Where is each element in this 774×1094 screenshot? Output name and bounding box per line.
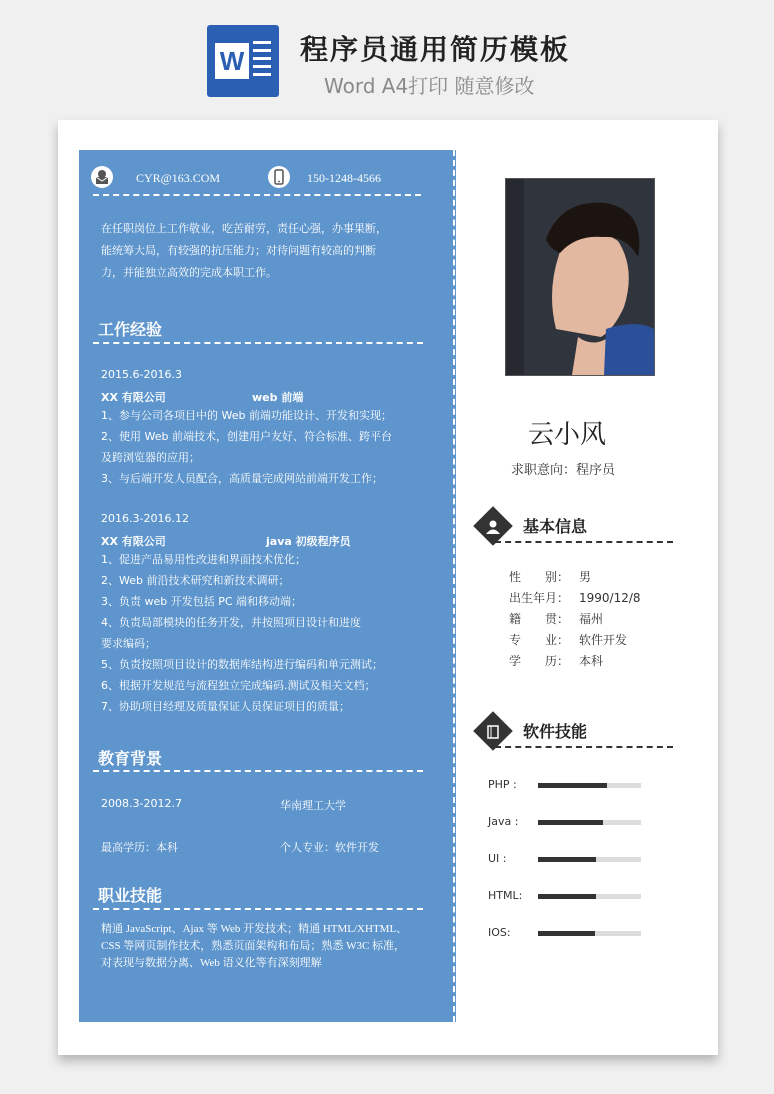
job-company: XX 有限公司: [101, 391, 166, 404]
info-label: 专 业：: [509, 633, 570, 647]
skill-bar-fill: [538, 783, 607, 788]
skill-bar-fill: [538, 857, 596, 862]
skill-label: HTML:: [488, 889, 523, 902]
info-label: 学 历：: [509, 654, 570, 668]
education-degree: 最高学历：本科: [101, 841, 178, 854]
basic-info-divider: [495, 541, 673, 543]
job-duty: 及跨浏览器的应用；: [101, 451, 200, 464]
info-row: [509, 631, 627, 648]
job-duty: 3、与后端开发人员配合，高质量完成网站前端开发工作；: [101, 472, 383, 485]
education-major: 个人专业：软件开发: [280, 841, 379, 854]
column-divider: [453, 150, 455, 1022]
skill-bar-fill: [538, 894, 596, 899]
skills-line: CSS 等网页制作技术，熟悉页面架构和布局；熟悉 W3C 标准，: [101, 940, 406, 952]
job-period: 2015.6-2016.3: [101, 368, 182, 381]
job-position: java 初级程序员: [266, 535, 351, 548]
skill-bar: [538, 783, 641, 788]
summary-line: 能统筹大局，有较强的抗压能力；对待问题有较高的判断: [101, 244, 376, 257]
education-heading: 教育背景: [98, 749, 163, 768]
phone-icon: [268, 166, 290, 188]
book-glyph: [483, 722, 503, 742]
job-duty: 4、负责局部模块的任务开发，并按照项目设计和进度: [101, 616, 361, 629]
skill-label: IOS:: [488, 926, 511, 939]
skill-bar: [538, 931, 641, 936]
job-duty: 5、负责按照项目设计的数据库结构进行编码和单元测试；: [101, 658, 383, 671]
info-row: [509, 568, 591, 585]
job-intent: 求职意向：程序员: [511, 463, 616, 478]
skill-bar: [538, 857, 641, 862]
skill-bar: [538, 820, 641, 825]
job-position: web 前端: [252, 391, 304, 404]
software-skills-divider: [495, 746, 673, 748]
info-row: [509, 652, 603, 669]
email-icon: [91, 166, 113, 188]
basic-info-heading: 基本信息: [523, 517, 588, 536]
info-value: 本科: [579, 654, 604, 668]
skill-bar-fill: [538, 931, 595, 936]
skill-label: Java :: [488, 815, 519, 828]
info-value: 1990/12/8: [579, 591, 641, 605]
page-title: 程序员通用简历模板: [300, 33, 571, 66]
job-company: XX 有限公司: [101, 535, 166, 548]
profile-photo: [505, 178, 655, 376]
software-skills-heading: 软件技能: [523, 722, 588, 741]
skill-label: UI :: [488, 852, 507, 865]
skills-line: 精通 JavaScript、Ajax 等 Web 开发技术；精通 HTML/XHTML、: [101, 923, 408, 935]
candidate-name: 云小风: [528, 420, 607, 450]
skill-label: PHP :: [488, 778, 517, 791]
info-value: 福州: [579, 612, 604, 626]
job-duty: 6、根据开发规范与流程独立完成编码.测试及相关文档；: [101, 679, 376, 692]
info-value: 软件开发: [579, 633, 628, 647]
skill-bar-fill: [538, 820, 603, 825]
info-label: 性 别：: [509, 570, 570, 584]
job-duty: 1、参与公司各项目中的 Web 前端功能设计、开发和实现；: [101, 409, 392, 422]
user-glyph: [482, 516, 504, 538]
summary-line: 在任职岗位上工作敬业，吃苦耐劳，责任心强，办事果断，: [101, 222, 387, 235]
info-value: 男: [579, 570, 592, 584]
page-header: [0, 0, 774, 110]
info-row: [509, 589, 641, 606]
job-period: 2016.3-2016.12: [101, 512, 189, 525]
skills-line: 对表现与数据分离、Web 语义化等有深刻理解: [101, 957, 322, 969]
left-column: [79, 150, 456, 1022]
experience-heading: 工作经验: [98, 320, 163, 339]
job-duty: 要求编码；: [101, 637, 156, 650]
job-duty: 7、协助项目经理及质量保证人员保证项目的质量；: [101, 700, 350, 713]
job-duty: 2、Web 前沿技术研究和新技术调研；: [101, 574, 290, 587]
summary-line: 力，并能独立高效的完成本职工作。: [101, 266, 277, 279]
resume-page: [58, 120, 718, 1055]
education-period: 2008.3-2012.7: [101, 797, 182, 810]
logo-letter: W: [215, 43, 249, 79]
info-row: [509, 610, 603, 627]
info-label: 出生年月：: [509, 591, 570, 605]
job-duty: 1、促进产品易用性改进和界面技术优化；: [101, 553, 306, 566]
education-school: 华南理工大学: [280, 799, 346, 812]
page-subtitle: Word A4打印 随意修改: [324, 74, 535, 98]
skills-heading: 职业技能: [98, 886, 163, 905]
job-duty: 3、负责 web 开发包括 PC 端和移动端；: [101, 595, 303, 608]
skill-bar: [538, 894, 641, 899]
info-label: 籍 贯：: [509, 612, 570, 626]
job-duty: 2、使用 Web 前端技术，创建用户友好、符合标准、跨平台: [101, 430, 392, 443]
phone-text: 150-1248-4566: [307, 171, 381, 185]
word-logo-icon: [207, 25, 279, 97]
email-text: CYR@163.COM: [136, 171, 221, 185]
